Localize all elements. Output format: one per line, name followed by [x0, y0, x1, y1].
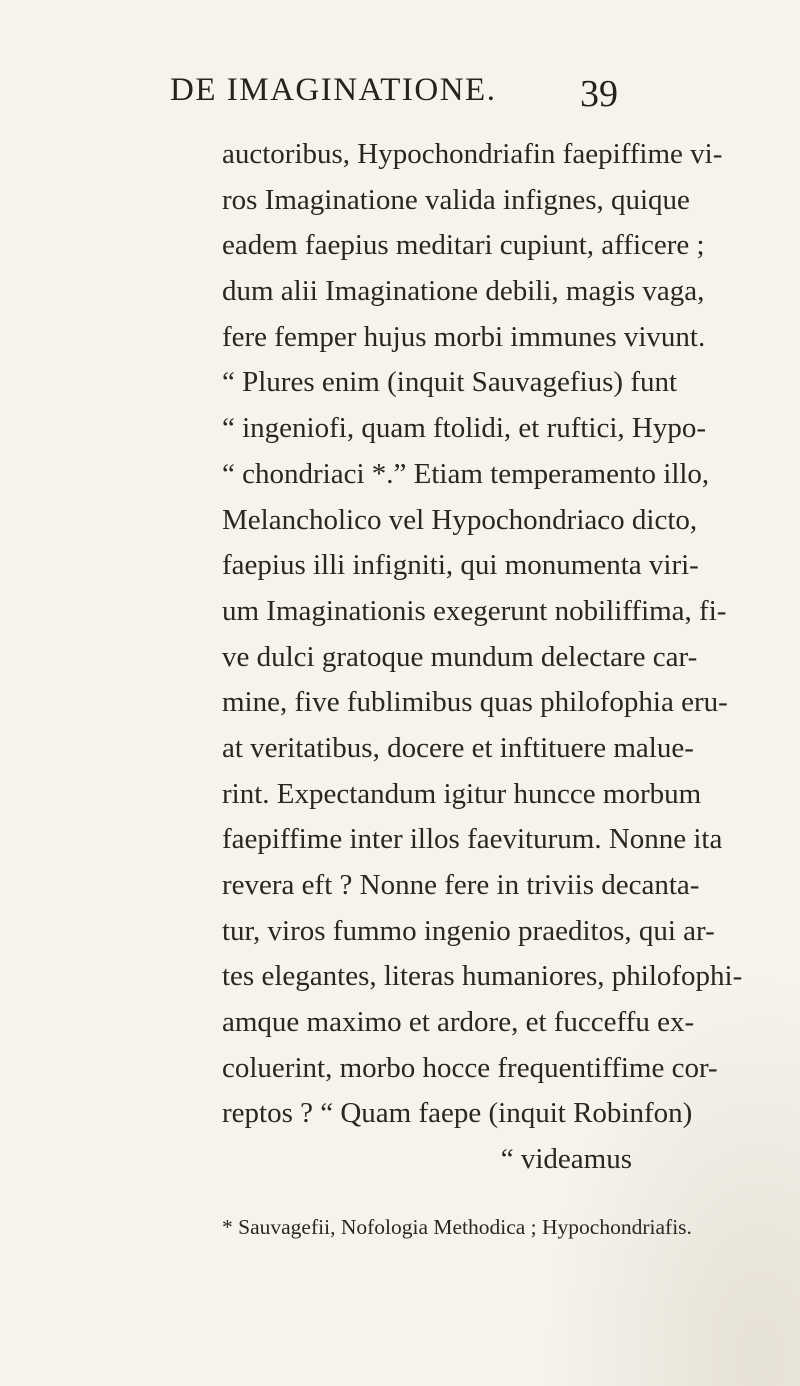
text-line: ve dulci gratoque mundum delectare car-: [222, 640, 698, 673]
text-line: “ ingeniofi, quam ftolidi, et ruftici, Hypo-: [222, 412, 707, 445]
text-line: auctoribus, Hypochondriafin faepiffime vi-: [222, 138, 723, 170]
text-line: reptos ? “ Quam faepe (inquit Robinfon): [222, 1097, 693, 1130]
catchword-line: “ videamus: [500, 1143, 632, 1176]
text-line: mine, five fublimibus quas philofophia eru-: [222, 686, 728, 719]
text-line: coluerint, morbo hocce frequentiffime cor-: [222, 1051, 718, 1084]
text-line: amque maximo et ardore, et fucceffu ex-: [222, 1006, 695, 1039]
text-line: faepius illi infigniti, qui monumenta viri-: [222, 549, 699, 582]
running-head: DE IMAGINATIONE.: [170, 72, 497, 108]
text-line: fere femper hujus morbi immunes vivunt.: [222, 320, 706, 353]
text-line: tur, viros fummo ingenio praeditos, qui ar-: [222, 914, 715, 947]
text-line: rint. Expectandum igitur huncce morbum: [222, 777, 702, 810]
text-line: “ chondriaci *.” Etiam temperamento illo,: [222, 457, 710, 490]
text-line: revera eft ? Nonne fere in triviis decanta-: [222, 869, 700, 901]
text-line: ros Imaginatione valida infignes, quique: [222, 183, 690, 216]
text-line: at veritatibus, docere et inftituere malue-: [222, 731, 694, 764]
page-number: 39: [580, 73, 618, 115]
text-line: dum alii Imaginatione debili, magis vaga,: [222, 275, 705, 308]
text-line: Melancholico vel Hypochondriaco dicto,: [222, 503, 698, 536]
text-line: um Imaginationis exegerunt nobiliffima, fi-: [222, 594, 727, 627]
footnote: * Sauvagefii, Nofologia Methodica ; Hypochondriafis.: [222, 1215, 692, 1239]
text-line: “ Plures enim (inquit Sauvagefius) funt: [222, 366, 678, 399]
body-text: [222, 132, 743, 1183]
text-line: tes elegantes, literas humaniores, philofophi-: [222, 960, 743, 993]
text-line: eadem faepius meditari cupiunt, afficere ;: [222, 229, 705, 262]
text-line: faepiffime inter illos faeviturum. Nonne ita: [222, 823, 723, 856]
